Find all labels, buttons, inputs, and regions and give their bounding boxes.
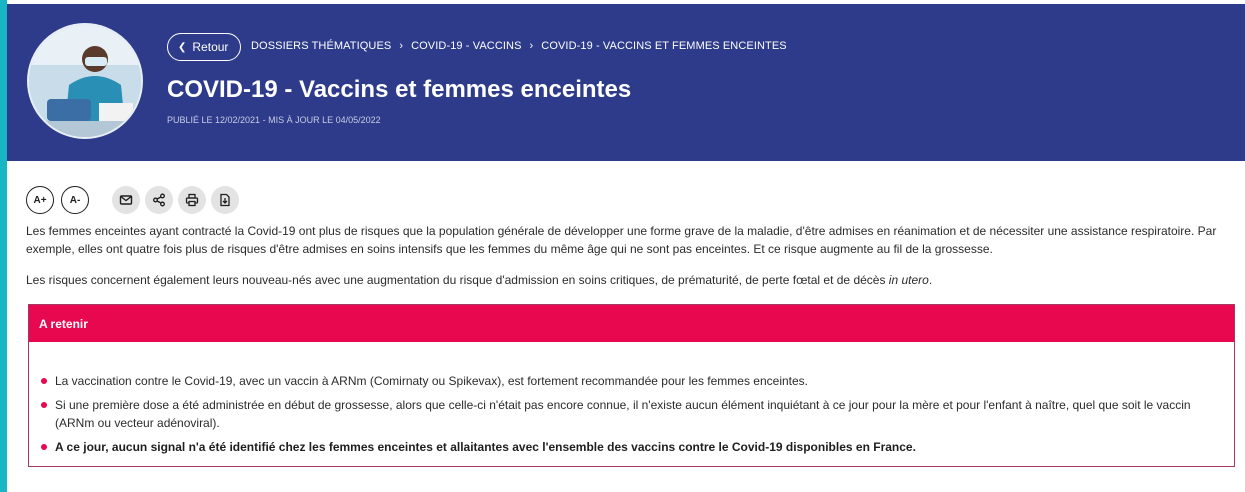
list-item bbox=[41, 372, 1224, 390]
publication-date: PUBLIÉ LE 12/02/2021 - MIS À JOUR LE 04/05/2022 bbox=[167, 115, 381, 125]
download-button[interactable] bbox=[211, 186, 239, 214]
list-item bbox=[41, 438, 1224, 456]
back-button[interactable] bbox=[167, 33, 241, 61]
key-points-title: A retenir bbox=[29, 305, 1234, 342]
font-decrease-label: A- bbox=[69, 194, 81, 206]
key-points-list bbox=[29, 342, 1234, 456]
breadcrumb-item-current: COVID-19 - VACCINS ET FEMMES ENCEINTES bbox=[541, 40, 787, 52]
share-icon bbox=[152, 193, 166, 207]
list-item-text: A ce jour, aucun signal n'a été identifié chez les femmes enceintes et allaitantes avec l'ensemble des vaccins contre le Covid-19 disponibles en France. bbox=[55, 440, 916, 454]
share-button[interactable] bbox=[145, 186, 173, 214]
print-icon bbox=[185, 193, 199, 207]
font-increase-button[interactable] bbox=[26, 186, 54, 214]
left-accent-bar bbox=[0, 0, 7, 492]
breadcrumb-separator-icon: › bbox=[529, 40, 534, 52]
breadcrumb-separator-icon: › bbox=[399, 40, 404, 52]
toolbar bbox=[26, 186, 244, 214]
email-button[interactable] bbox=[112, 186, 140, 214]
bullet-icon bbox=[41, 378, 47, 384]
mail-icon bbox=[119, 193, 133, 207]
font-decrease-button[interactable] bbox=[61, 186, 89, 214]
breadcrumb bbox=[251, 40, 787, 52]
print-button[interactable] bbox=[178, 186, 206, 214]
font-increase-label: A+ bbox=[33, 194, 47, 206]
page-title: COVID-19 - Vaccins et femmes enceintes bbox=[167, 76, 632, 103]
breadcrumb-item-vaccins[interactable]: COVID-19 - VACCINS bbox=[411, 40, 522, 52]
paragraph-end: . bbox=[928, 273, 933, 287]
page-header bbox=[7, 4, 1245, 161]
back-button-label: Retour bbox=[192, 40, 229, 54]
intro-paragraph: Les femmes enceintes ayant contracté la Covid-19 ont plus de risques que la population générale de développer une forme grave de la maladie, d'être admises en réanimation et de nécessiter une assistance respiratoire. Par exemple, elles ont quatre fois plus de risques d'être admises en soins intensifs que les femmes du même âge qui ne sont pas enceintes. Et ce risque augmente au fil de la grossesse. bbox=[26, 224, 1217, 256]
key-points-box bbox=[28, 304, 1235, 467]
paragraph-text: Les risques concernent également leurs nouveau-nés avec une augmentation du risque d'admission en soins critiques, de prématurité, de perte fœtal et de décès bbox=[26, 273, 889, 287]
chevron-left-icon: ❮ bbox=[178, 41, 187, 53]
list-item-text: Si une première dose a été administrée en début de grossesse, alors que celle-ci n'était pas encore connue, il n'existe aucun élément inquiétant à ce jour pour la mère et pour l'enfant à naître, quel que soit le vaccin (ARNm ou vecteur adénoviral). bbox=[55, 398, 1191, 430]
newborn-risk-paragraph bbox=[26, 271, 1240, 289]
paragraph-italic: in utero bbox=[888, 273, 929, 287]
bullet-icon bbox=[41, 402, 47, 408]
bullet-icon bbox=[41, 444, 47, 450]
list-item-text: La vaccination contre le Covid-19, avec un vaccin à ARNm (Comirnaty ou Spikevax), est fortement recommandée pour les femmes enceintes. bbox=[55, 374, 809, 388]
list-item bbox=[41, 396, 1224, 432]
breadcrumb-item-dossiers[interactable]: DOSSIERS THÉMATIQUES bbox=[251, 40, 392, 52]
header-photo bbox=[27, 23, 143, 139]
download-icon bbox=[218, 193, 232, 207]
